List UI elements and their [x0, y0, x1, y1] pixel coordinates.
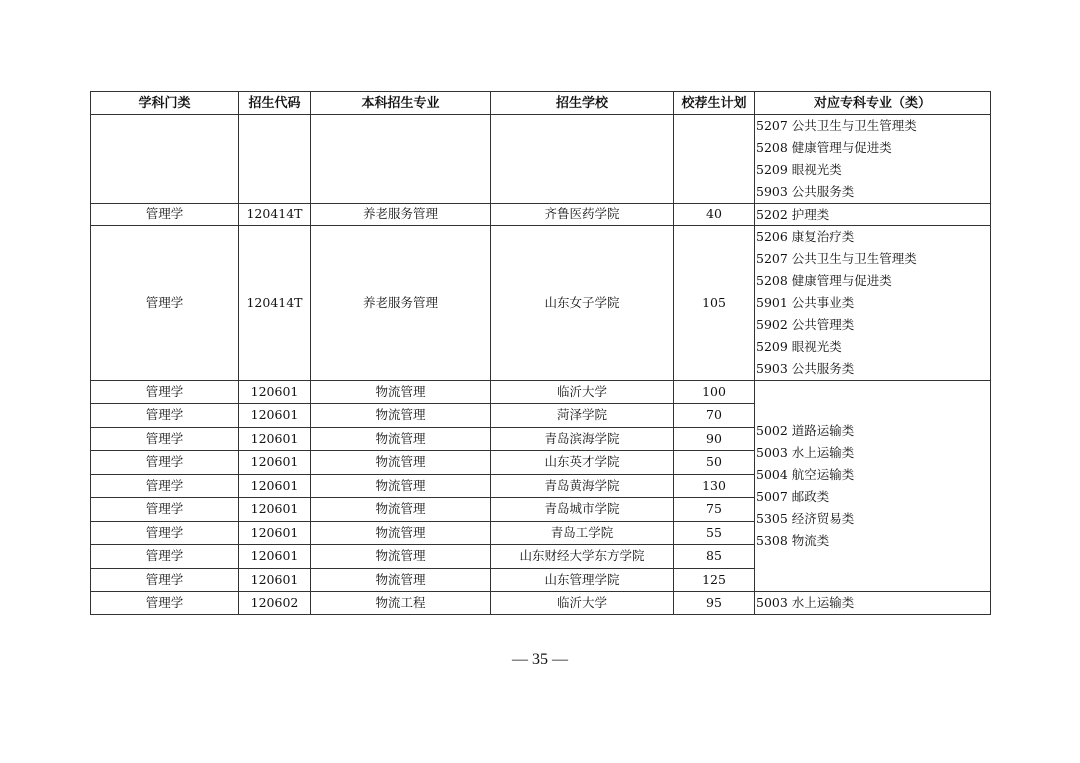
- mapping-line: 5002 道路运输类: [756, 423, 855, 439]
- cell-plan: 95: [674, 592, 755, 615]
- cell-school: 临沂大学: [491, 380, 674, 404]
- cell-mapping: [755, 203, 991, 226]
- header-category: 学科门类: [91, 92, 239, 115]
- cell-major: 养老服务管理: [311, 226, 491, 380]
- cell-plan: 130: [674, 474, 755, 498]
- header-code: 招生代码: [239, 92, 311, 115]
- mapping-line: 5003 水上运输类: [756, 595, 855, 611]
- cell-major: 物流管理: [311, 545, 491, 569]
- mapping-line: 5209 眼视光类: [756, 161, 842, 177]
- cell-plan: 40: [674, 203, 755, 226]
- cell-plan: 100: [674, 380, 755, 404]
- table-row: [91, 592, 991, 615]
- cell-category: 管理学: [91, 404, 239, 428]
- cell-code: [239, 115, 311, 204]
- cell-mapping: [755, 380, 991, 592]
- mapping-line: 5007 邮政类: [756, 488, 830, 504]
- cell-major: 物流管理: [311, 498, 491, 522]
- cell-category: 管理学: [91, 545, 239, 569]
- cell-code: 120414T: [239, 226, 311, 380]
- mapping-line: 5202 护理类: [756, 206, 830, 222]
- cell-plan: 50: [674, 451, 755, 475]
- cell-plan: 90: [674, 427, 755, 451]
- cell-school: 山东财经大学东方学院: [491, 545, 674, 569]
- mapping-line: 5308 物流类: [756, 532, 830, 548]
- cell-category: 管理学: [91, 592, 239, 615]
- cell-category: 管理学: [91, 498, 239, 522]
- mapping-line: 5207 公共卫生与卫生管理类: [756, 118, 917, 133]
- cell-code: 120601: [239, 380, 311, 404]
- cell-code: 120414T: [239, 203, 311, 226]
- mapping-line: 5209 眼视光类: [756, 338, 842, 354]
- cell-major: 物流管理: [311, 451, 491, 475]
- cell-school: 齐鲁医药学院: [491, 203, 674, 226]
- mapping-line: 5901 公共事业类: [756, 295, 855, 311]
- header-plan: 校荐生计划: [674, 92, 755, 115]
- cell-school: 山东女子学院: [491, 226, 674, 380]
- cell-major: 物流管理: [311, 521, 491, 545]
- table-row-continued: [91, 115, 991, 204]
- cell-major: 物流管理: [311, 474, 491, 498]
- cell-major: [311, 115, 491, 204]
- mapping-line: 5004 航空运输类: [756, 467, 855, 483]
- cell-code: 120601: [239, 521, 311, 545]
- cell-category: 管理学: [91, 521, 239, 545]
- cell-mapping: [755, 592, 991, 615]
- cell-plan: 125: [674, 568, 755, 592]
- cell-category: 管理学: [91, 203, 239, 226]
- cell-plan: 85: [674, 545, 755, 569]
- cell-school: 临沂大学: [491, 592, 674, 615]
- cell-category: 管理学: [91, 474, 239, 498]
- cell-major: 物流管理: [311, 380, 491, 404]
- table-row: [91, 380, 991, 404]
- cell-code: 120601: [239, 498, 311, 522]
- cell-mapping: [755, 226, 991, 380]
- cell-category: 管理学: [91, 380, 239, 404]
- cell-code: 120601: [239, 404, 311, 428]
- header-school: 招生学校: [491, 92, 674, 115]
- cell-category: 管理学: [91, 427, 239, 451]
- enrollment-table: [90, 91, 991, 615]
- cell-category: 管理学: [91, 226, 239, 380]
- cell-plan: 70: [674, 404, 755, 428]
- mapping-line: 5903 公共服务类: [756, 360, 855, 376]
- cell-plan: 105: [674, 226, 755, 380]
- header-mapping: 对应专科专业（类）: [755, 92, 991, 115]
- cell-school: [491, 115, 674, 204]
- cell-school: 山东英才学院: [491, 451, 674, 475]
- cell-school: 青岛滨海学院: [491, 427, 674, 451]
- mapping-line: 5208 健康管理与促进类: [756, 139, 892, 155]
- mapping-line: 5305 经济贸易类: [756, 510, 855, 526]
- mapping-line: 5206 康复治疗类: [756, 229, 855, 245]
- cell-category: 管理学: [91, 568, 239, 592]
- cell-school: 菏泽学院: [491, 404, 674, 428]
- cell-major: 物流管理: [311, 427, 491, 451]
- cell-plan: [674, 115, 755, 204]
- cell-school: 山东管理学院: [491, 568, 674, 592]
- cell-plan: 75: [674, 498, 755, 522]
- cell-major: 物流管理: [311, 568, 491, 592]
- cell-category: 管理学: [91, 451, 239, 475]
- cell-code: 120601: [239, 451, 311, 475]
- cell-category: [91, 115, 239, 204]
- mapping-line: 5208 健康管理与促进类: [756, 273, 892, 289]
- cell-code: 120601: [239, 474, 311, 498]
- table-row: [91, 203, 991, 226]
- mapping-line: 5003 水上运输类: [756, 445, 855, 461]
- header-major: 本科招生专业: [311, 92, 491, 115]
- cell-code: 120602: [239, 592, 311, 615]
- cell-code: 120601: [239, 568, 311, 592]
- cell-major: 物流管理: [311, 404, 491, 428]
- cell-major: 物流工程: [311, 592, 491, 615]
- cell-plan: 55: [674, 521, 755, 545]
- cell-major: 养老服务管理: [311, 203, 491, 226]
- mapping-line: 5902 公共管理类: [756, 317, 855, 333]
- table-row: [91, 226, 991, 380]
- table-header-row: [91, 92, 991, 115]
- cell-code: 120601: [239, 427, 311, 451]
- cell-school: 青岛城市学院: [491, 498, 674, 522]
- cell-mapping: [755, 115, 991, 204]
- page-number: — 35 —: [512, 651, 568, 668]
- mapping-line: 5207 公共卫生与卫生管理类: [756, 251, 917, 267]
- cell-school: 青岛工学院: [491, 521, 674, 545]
- mapping-line: 5903 公共服务类: [756, 183, 855, 199]
- cell-school: 青岛黄海学院: [491, 474, 674, 498]
- cell-code: 120601: [239, 545, 311, 569]
